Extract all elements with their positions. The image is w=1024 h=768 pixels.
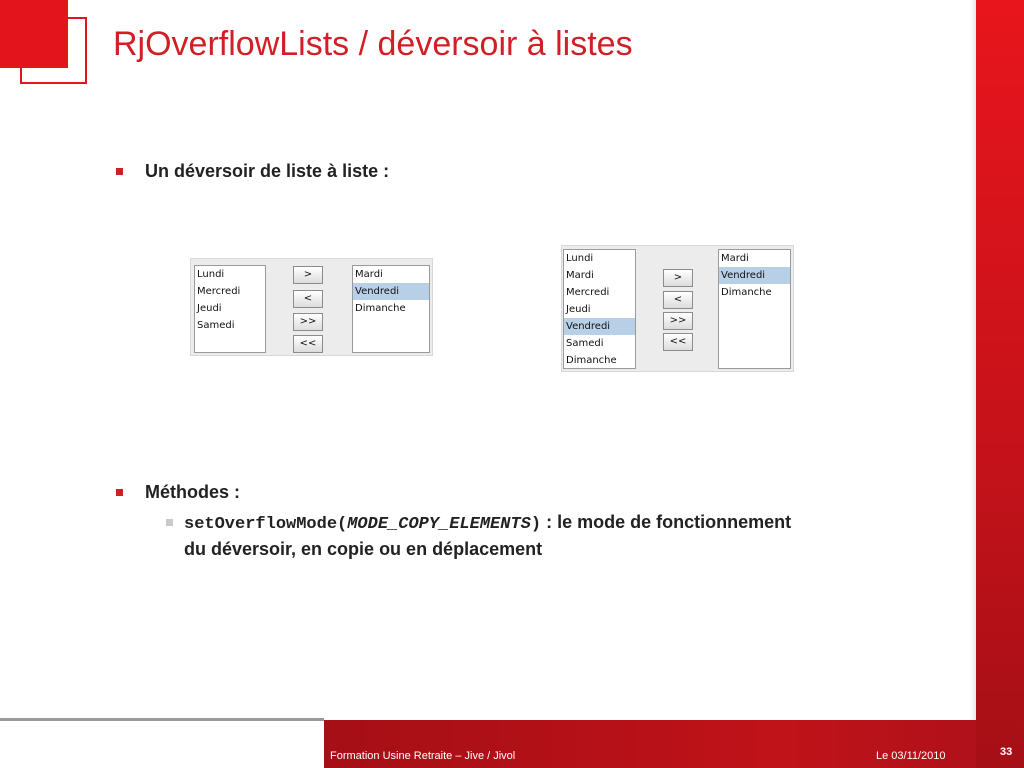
band-shadow xyxy=(970,0,976,720)
move-left-button[interactable]: < xyxy=(293,290,323,308)
move-right-button[interactable]: > xyxy=(663,269,693,287)
slide-title: RjOverflowLists / déversoir à listes xyxy=(113,25,633,63)
source-list[interactable] xyxy=(563,249,636,369)
move-all-left-button[interactable]: << xyxy=(293,335,323,353)
overflow-widget-right xyxy=(561,245,794,372)
list-item[interactable]: Mardi xyxy=(721,253,749,264)
list-item[interactable]: Samedi xyxy=(197,320,235,331)
method-argument: MODE_COPY_ELEMENTS xyxy=(347,515,531,534)
footer-date: Le 03/11/2010 xyxy=(876,750,946,762)
logo-square-outline xyxy=(20,17,87,84)
footer-course-title: Formation Usine Retraite – Jive / Jivol xyxy=(330,750,516,762)
bullet-text-deversoir: Un déversoir de liste à liste : xyxy=(145,161,390,181)
move-left-button[interactable]: < xyxy=(663,291,693,309)
list-item[interactable]: Samedi xyxy=(566,338,604,349)
method-name: setOverflowMode( xyxy=(184,515,348,534)
list-item[interactable]: Vendredi xyxy=(719,267,790,284)
bullet-marker xyxy=(116,489,123,496)
list-item[interactable]: Vendredi xyxy=(353,283,429,300)
bullet-text-methodes: Méthodes : xyxy=(145,482,241,502)
list-item[interactable]: Jeudi xyxy=(197,303,222,314)
method-desc-line1: : le mode de fonctionnement xyxy=(541,512,792,532)
move-right-button[interactable]: > xyxy=(293,266,323,284)
method-desc-line2: du déversoir, en copie ou en déplacement xyxy=(184,539,543,559)
sub-bullet-marker xyxy=(166,519,173,526)
move-all-right-button[interactable]: >> xyxy=(663,312,693,330)
list-item[interactable]: Dimanche xyxy=(566,355,617,366)
list-item[interactable]: Mardi xyxy=(566,270,594,281)
method-close-paren: ) xyxy=(530,515,542,534)
overflow-widget-left xyxy=(190,258,433,356)
list-item[interactable]: Jeudi xyxy=(566,304,591,315)
target-list[interactable] xyxy=(352,265,430,353)
move-all-left-button[interactable]: << xyxy=(663,333,693,351)
footer-divider xyxy=(0,718,324,721)
method-description xyxy=(184,512,791,534)
list-item[interactable]: Lundi xyxy=(566,253,594,264)
move-all-right-button[interactable]: >> xyxy=(293,313,323,331)
list-item[interactable]: Dimanche xyxy=(355,303,406,314)
list-item[interactable]: Mercredi xyxy=(566,287,610,298)
page-number: 33 xyxy=(1000,746,1013,758)
right-accent-band xyxy=(976,0,1024,768)
list-item[interactable]: Mardi xyxy=(355,269,383,280)
list-item[interactable]: Vendredi xyxy=(564,318,635,335)
target-list[interactable] xyxy=(718,249,791,369)
source-list[interactable] xyxy=(194,265,266,353)
bullet-marker xyxy=(116,168,123,175)
list-item[interactable]: Lundi xyxy=(197,269,225,280)
list-item[interactable]: Dimanche xyxy=(721,287,772,298)
list-item[interactable]: Mercredi xyxy=(197,286,241,297)
